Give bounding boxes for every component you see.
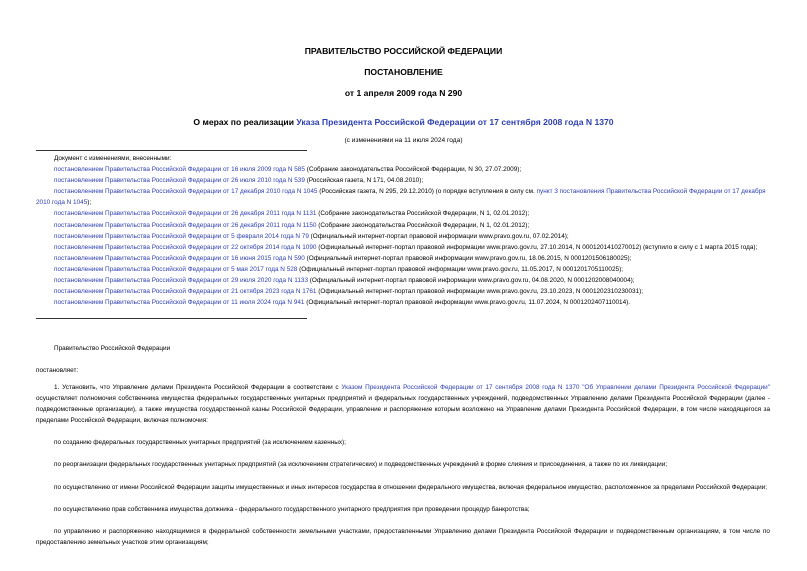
amendment-item: [36, 220, 770, 231]
paragraph-gap: [36, 448, 770, 459]
p1-text-b: осуществляет полномочия собственника имущества федеральных государственных унитарных предприятий и федеральных государственных учреждений, подведомственных Управлению делами Президента Российской Федерации (далее - подведомственные организации), а также имущества государственной казны Российской Федерации, управление и распоряжение которым возложено на Управление делами Президента Российской Федерации, в том числе находящегося за пределами Российской Федерации, включая полномочия:: [36, 395, 770, 425]
amendment-source: (Официальный интернет-портал правовой информации www.pravo.gov.ru, 11.05.2017, N 0001201705110025);: [297, 265, 623, 273]
amendment-link[interactable]: постановлением Правительства Российской Федерации от 22 октября 2014 года N 1090: [54, 243, 317, 251]
body-government: [36, 343, 770, 354]
top-divider: [36, 150, 307, 151]
amendment-link[interactable]: постановлением Правительства Российской Федерации от 21 октября 2023 года N 1761: [54, 288, 317, 296]
document-date-number: от 1 апреля 2009 года N 290: [344, 88, 463, 98]
government-heading: ПРАВИТЕЛЬСТВО РОССИЙСКОЙ ФЕДЕРАЦИИ: [304, 46, 503, 56]
amendment-link[interactable]: постановлением Правительства Российской Федерации от 29 июля 2020 года N 1133: [54, 277, 308, 285]
amendment-source: (Официальный интернет-портал правовой информации www.pravo.gov.ru, 23.10.2023, N 0001202310230031);: [316, 288, 644, 296]
power-item: по осуществлению прав собственника имущества должника - федерального государственного унитарного предприятия при проведении процедур банкротства;: [54, 505, 530, 513]
document-title: [0, 117, 807, 127]
amendment-item: [36, 264, 770, 275]
title-prefix: О мерах по реализации: [193, 117, 297, 127]
amendment-source: (Российская газета, N 295, 29.12.2010) (о порядке вступления в силу см.: [317, 188, 537, 196]
amendment-link[interactable]: постановлением Правительства Российской Федерации от 5 февраля 2014 года N 79: [54, 232, 309, 240]
amendment-link[interactable]: постановлением Правительства Российской Федерации от 16 июля 2009 года N 585: [54, 166, 305, 174]
body-decides: [36, 365, 770, 376]
amendment-item: [36, 186, 770, 208]
amendment-link[interactable]: постановлением Правительства Российской Федерации от 5 мая 2017 года N 528: [54, 265, 298, 273]
amendment-item: [36, 286, 770, 297]
paragraph-1: [36, 382, 770, 426]
amendment-item: [36, 164, 770, 175]
amendments-block: [36, 153, 770, 308]
power-item: по реорганизации федеральных государственных унитарных предприятий (за исключением стратегических) и подведомственных учреждений в форме слияния и присоединения, а также по их ликвидации;: [54, 461, 668, 469]
paragraph-gap: [36, 471, 770, 482]
amendment-item: [36, 275, 770, 286]
amendment-item: [36, 208, 770, 219]
document-type: ПОСТАНОВЛЕНИЕ: [364, 67, 443, 77]
amendment-item: [36, 242, 770, 253]
amendment-source: (Официальный интернет-портал правовой информации www.pravo.gov.ru, 18.06.2015, N 0001201506180025);: [304, 254, 632, 262]
amendment-link[interactable]: постановлением Правительства Российской Федерации от 26 декабря 2011 года N 1131: [54, 210, 317, 218]
title-decree-link[interactable]: Указа Президента Российской Федерации от 17 сентября 2008 года N 1370: [296, 117, 614, 127]
paragraph-gap: [36, 515, 770, 526]
amendment-source: (Собрание законодательства Российской Федерации, N 1, 02.01.2012);: [316, 221, 530, 229]
amendment-item: [36, 231, 770, 242]
power-item: по осуществлению от имени Российской Федерации защиты имущественных и иных интересов государства в отношении федерального имущества, включая федеральное имущество, расположенное за пределами Российской Федерации;: [54, 483, 767, 491]
p1-text-a: 1. Установить, что Управление делами Президента Российской Федерации в соответствии с: [54, 384, 342, 391]
amendment-link[interactable]: постановлением Правительства Российской Федерации от 26 декабря 2011 года N 1150: [54, 221, 317, 229]
amendments-list: [36, 164, 770, 308]
amendment-source: (Официальный интернет-портал правовой информации www.pravo.gov.ru, 07.02.2014);: [308, 232, 569, 240]
amendment-source: (Российская газета, N 171, 04.08.2010);: [304, 177, 424, 185]
amendment-item: [36, 175, 770, 186]
bottom-divider: [36, 318, 307, 319]
document-subtitle: (с изменениями на 11 июля 2024 года): [344, 137, 463, 144]
amendment-link[interactable]: постановлением Правительства Российской Федерации от 11 июля 2024 года N 941: [54, 299, 305, 307]
amendment-source: (Собрание законодательства Российской Федерации, N 1, 02.01.2012);: [316, 210, 530, 218]
amendment-item: [36, 297, 770, 308]
amendment-source: (Официальный интернет-портал правовой информации www.pravo.gov.ru, 27.10.2014, N 0001201410270012) (вступило в силу с 1 марта 2015 года);: [316, 243, 758, 251]
paragraph-gap: [36, 493, 770, 504]
decides-line: постановляет:: [36, 367, 79, 374]
power-item: по управлению и распоряжению находящимися в федеральной собственности земельными участками, предоставленными Управлению делами Президента Российской Федерации и подведомственным организациям, в том числе по предоставлению земельных участков этим организациям;: [36, 527, 770, 546]
amendment-link[interactable]: постановлением Правительства Российской Федерации от 16 июня 2015 года N 590: [54, 254, 305, 262]
amendment-source: (Официальный интернет-портал правовой информации www.pravo.gov.ru, 11.07.2024, N 0001202407110014).: [304, 299, 631, 307]
government-line: Правительство Российской Федерации: [54, 345, 171, 352]
amendment-link[interactable]: постановлением Правительства Российской Федерации от 17 декабря 2010 года N 1045: [54, 188, 318, 196]
paragraph-gap: [36, 426, 770, 437]
power-item: по созданию федеральных государственных унитарных предприятий (за исключением казенных);: [54, 439, 346, 447]
amendment-source: (Официальный интернет-портал правовой информации www.pravo.gov.ru, 04.08.2020, N 0001202008040004);: [308, 277, 635, 285]
amendment-clause-link[interactable]: пункт 3 постановления Правительства Российской Федерации от 17 декабря 2010 года N 1045: [36, 188, 766, 207]
p1-decree-link[interactable]: Указом Президента Российской Федерации от 17 сентября 2008 года N 1370 "Об Управлении делами Президента Российской Федерации": [341, 384, 770, 391]
amendment-link[interactable]: постановлением Правительства Российской Федерации от 26 июля 2010 года N 539: [54, 177, 305, 185]
amendment-item: [36, 253, 770, 264]
powers-list: [36, 426, 770, 548]
amendment-source-tail: );: [87, 199, 92, 207]
main-paragraphs: [36, 382, 770, 548]
amendments-intro: Документ с изменениями, внесенными:: [54, 155, 172, 162]
amendment-source: (Собрание законодательства Российской Федерации, N 30, 27.07.2009);: [304, 166, 522, 174]
